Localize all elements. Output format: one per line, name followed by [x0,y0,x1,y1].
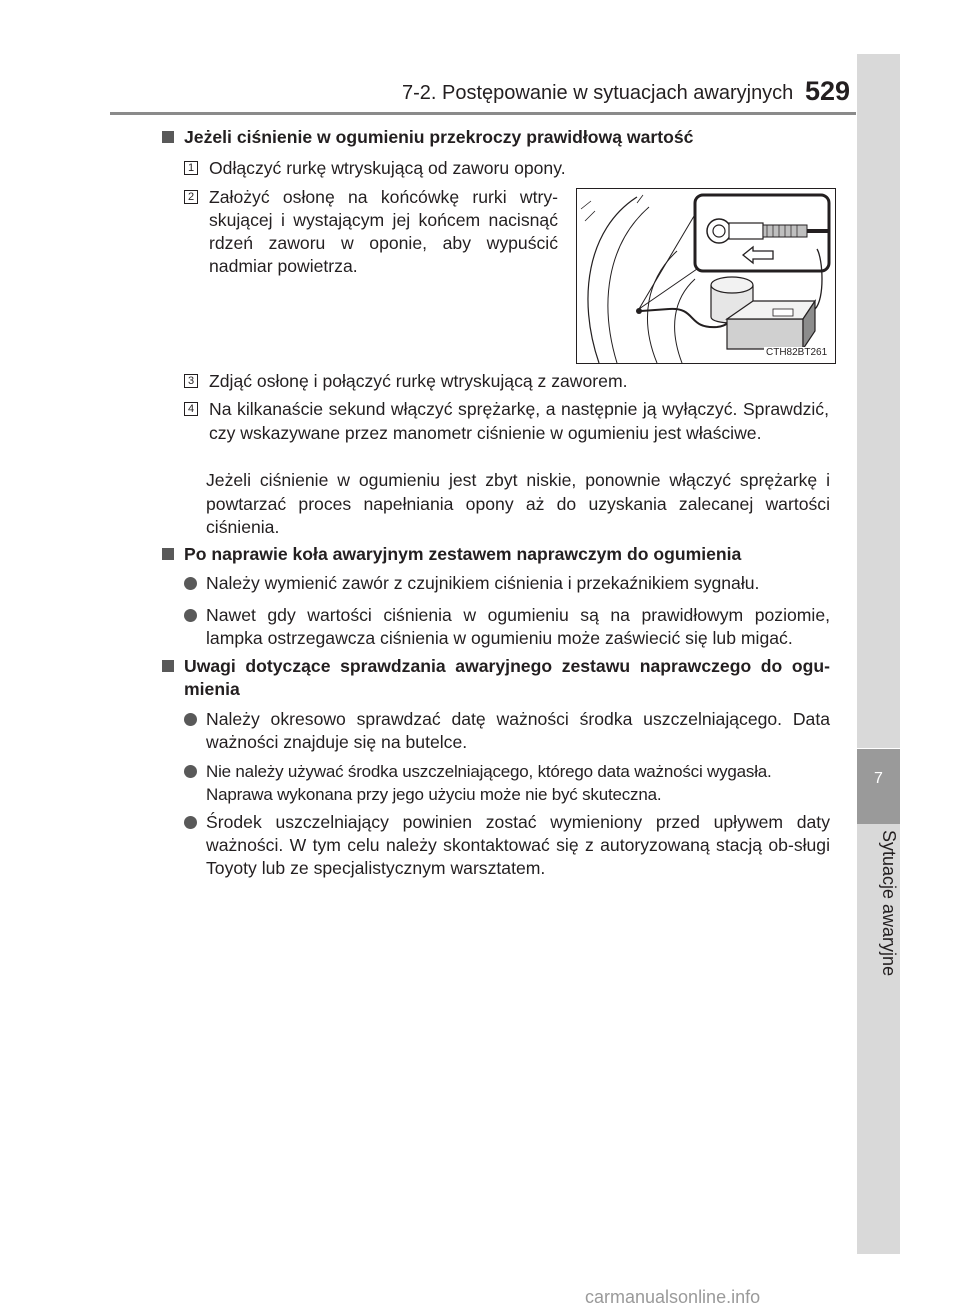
step-number-box: 4 [184,402,198,416]
bullet-dot-icon [184,609,197,622]
bullet-text: Należy okresowo sprawdzać datę ważności środka uszczelniającego. Data ważności znajduje się na butelce. [206,709,830,752]
bullet-text: Środek uszczelniający powinien zostać wymieniony przed upływem daty ważności. W tym celu należy skontaktować się z autoryzowaną stacją ob-sługi Toyoty lub ze specjalistycznym warsztatem. [206,812,830,878]
chapter-number: 7 [874,770,883,787]
step-text: Odłączyć rurkę wtryskującą od zaworu opony. [209,158,566,178]
step-number-box: 1 [184,161,198,175]
bullet-dot-icon [184,765,197,778]
bullet-text: Nie należy używać środka uszczelniającego, którego data ważności wygasła. Naprawa wykonana przy jego użyciu może nie być skuteczna. [206,762,772,804]
step-number-box: 3 [184,374,198,388]
running-header-title: 7-2. Postępowanie w sytuacjach awaryjnych [402,82,794,104]
page-number: 529 [804,76,850,106]
section1-heading: Jeżeli ciśnienie w ogumieniu przekroczy prawidłową wartość [184,127,694,147]
step-number-box: 2 [184,190,198,204]
tire-repair-illustration [576,188,836,364]
bullet-text: Nawet gdy wartości ciśnienia w ogumieniu są na prawidłowym poziomie, lampka ostrzegawcza ciśnienia w ogumieniu może zaświecić się lub migać. [206,605,830,648]
bullet-text: Należy wymienić zawór z czujnikiem ciśnienia i przekaźnikiem sygnału. [206,573,760,593]
section-square-bullet-icon [162,131,174,143]
section2-heading: Po naprawie koła awaryjnym zestawem naprawczym do ogumienia [184,544,742,564]
section3-heading: Uwagi dotyczące sprawdzania awaryjnego zestawu naprawczego do ogu-mienia [184,656,830,699]
bullet-dot-icon [184,713,197,726]
header-divider [110,112,856,115]
section-square-bullet-icon [162,548,174,560]
tire-valve-compressor-drawing [577,189,835,363]
bullet-dot-icon [184,577,197,590]
step-text: Na kilkanaście sekund włączyć sprężarkę, a następnie ją wyłączyć. Sprawdzić, czy wskazywane przez manometr ciśnienie w ogumieniu jest właściwe. [209,399,829,443]
watermark-link[interactable]: carmanualsonline.info [585,1287,761,1307]
step-text: Zdjąć osłonę i połączyć rurkę wtryskującą z zaworem. [209,371,628,391]
bullet-dot-icon [184,816,197,829]
side-tab-background-top [857,54,900,748]
step-text: Założyć osłonę na końcówkę rurki wtry-skującej i wystającym jej końcem nacisnąć rdzeń zaworu w oponie, aby wypuścić nadmiar powietrza. [209,187,558,276]
chapter-label: Sytuacje awaryjne [879,830,899,977]
illustration-code: CTH82BT261 [766,347,828,358]
step-note: Jeżeli ciśnienie w ogumieniu jest zbyt niskie, ponownie włączyć sprężarkę i powtarzać proces napełniania opony aż do uzyskania zalecanej wartości ciśnienia. [206,470,830,537]
section-square-bullet-icon [162,660,174,672]
